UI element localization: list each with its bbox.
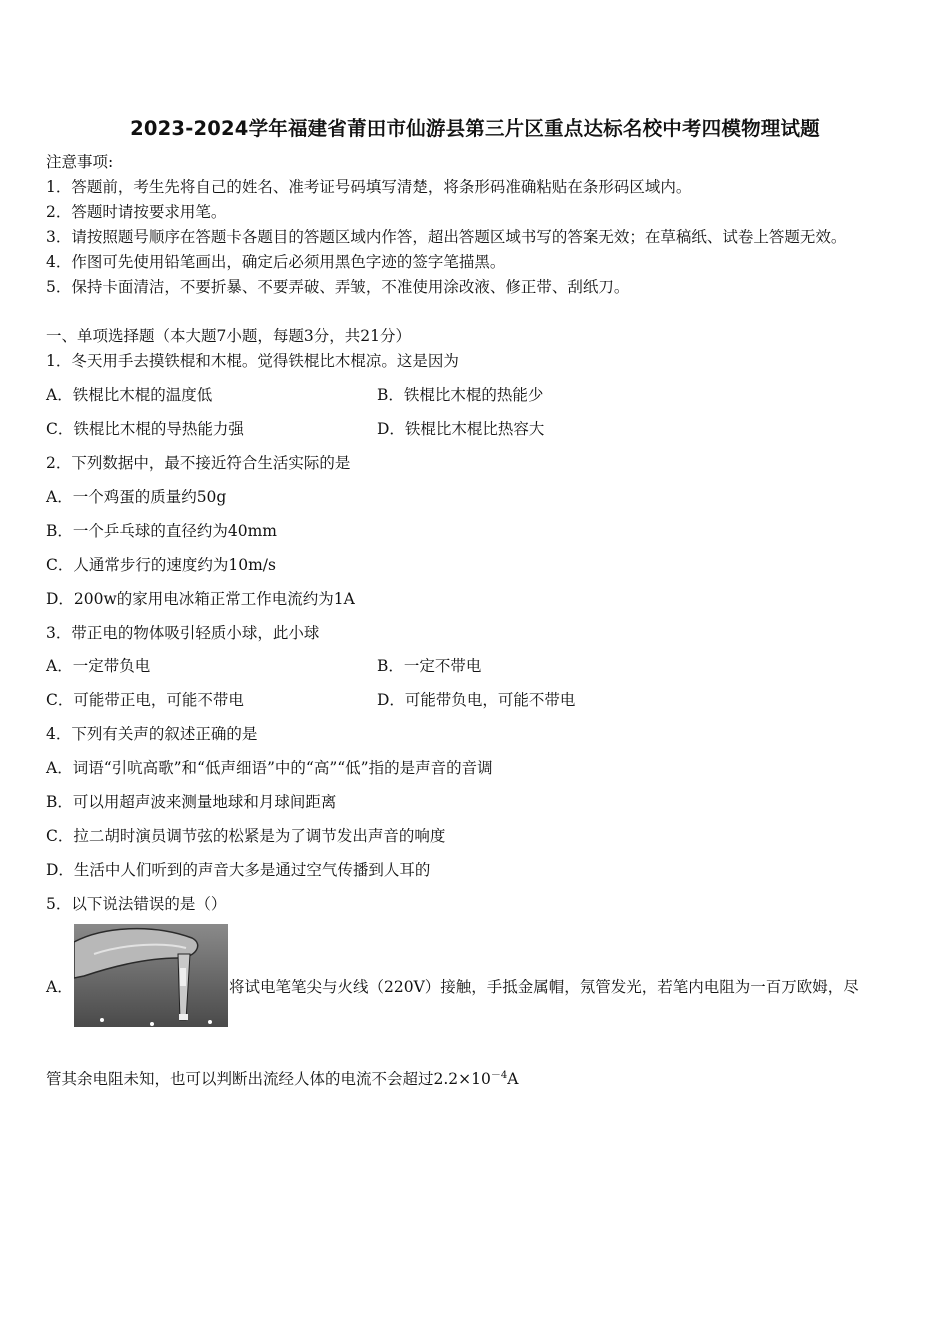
test-pen-illustration-icon <box>74 924 228 1027</box>
question-5-option-a-label: A． <box>46 978 73 996</box>
notice-item-3: 3．请按照题号顺序在答题卡各题目的答题区域内作答，超出答题区域书写的答案无效；在草稿纸、试卷上答题无效。 <box>46 228 847 246</box>
question-4-option-d: D．生活中人们听到的声音大多是通过空气传播到人耳的 <box>46 861 431 879</box>
question-4-option-b: B．可以用超声波来测量地球和月球间距离 <box>46 793 337 811</box>
section-heading: 一、单项选择题（本大题7小题，每题3分，共21分） <box>46 327 411 345</box>
question-1-option-d: D．铁棍比木棍比热容大 <box>377 420 545 438</box>
question-5-option-a-text: 将试电笔笔尖与火线（220V）接触，手抵金属帽，氖管发光，若笔内电阻为一百万欧姆，尽 <box>229 978 859 996</box>
notice-heading: 注意事项: <box>46 153 114 171</box>
question-1-option-a: A．铁棍比木棍的温度低 <box>46 386 213 404</box>
question-3-stem: 3．带正电的物体吸引轻质小球，此小球 <box>46 624 320 642</box>
option-a-continuation-main: 管其余电阻未知，也可以判断出流经人体的电流不会超过2.2×10 <box>46 1070 491 1089</box>
question-3-option-d: D．可能带负电，可能不带电 <box>377 691 576 709</box>
question-2-option-a: A．一个鸡蛋的质量约50g <box>46 488 227 506</box>
option-a-unit: A <box>507 1070 519 1089</box>
question-5-option-a-continuation <box>46 1066 518 1089</box>
question-1-option-c: C．铁棍比木棍的导热能力强 <box>46 420 244 438</box>
notice-item-5: 5．保持卡面清洁，不要折暴、不要弄破、弄皱，不准使用涂改液、修正带、刮纸刀。 <box>46 278 630 296</box>
question-2-option-b: B．一个乒乓球的直径约为40mm <box>46 522 278 540</box>
question-1-option-b: B．铁棍比木棍的热能少 <box>377 386 544 404</box>
notice-item-4: 4．作图可先使用铅笔画出，确定后必须用黑色字迹的签字笔描黑。 <box>46 253 506 271</box>
notice-item-2: 2．答题时请按要求用笔。 <box>46 203 227 221</box>
question-5-stem: 5．以下说法错误的是（） <box>46 895 227 913</box>
question-3-option-c: C．可能带正电，可能不带电 <box>46 691 244 709</box>
question-4-option-a: A．词语“引吭高歌”和“低声细语”中的“高”“低”指的是声音的音调 <box>46 759 493 777</box>
page-title: 2023-2024学年福建省莆田市仙游县第三片区重点达标名校中考四模物理试题 <box>130 117 820 140</box>
question-2-option-d: D．200w的家用电冰箱正常工作电流约为1A <box>46 590 355 608</box>
question-4-stem: 4．下列有关声的叙述正确的是 <box>46 725 258 743</box>
question-2-stem: 2．下列数据中，最不接近符合生活实际的是 <box>46 454 351 472</box>
test-pen-photo <box>74 924 228 1027</box>
question-1-stem: 1．冬天用手去摸铁棍和木棍。觉得铁棍比木棍凉。这是因为 <box>46 352 459 370</box>
question-3-option-b: B．一定不带电 <box>377 657 482 675</box>
question-3-option-a: A．一定带负电 <box>46 657 151 675</box>
question-2-option-c: C．人通常步行的速度约为10m/s <box>46 556 276 574</box>
option-a-exponent: －4 <box>490 1070 508 1081</box>
notice-item-1: 1．答题前，考生先将自己的姓名、准考证号码填写清楚，将条形码准确粘贴在条形码区域内。 <box>46 178 692 196</box>
question-4-option-c: C．拉二胡时演员调节弦的松紧是为了调节发出声音的响度 <box>46 827 446 845</box>
